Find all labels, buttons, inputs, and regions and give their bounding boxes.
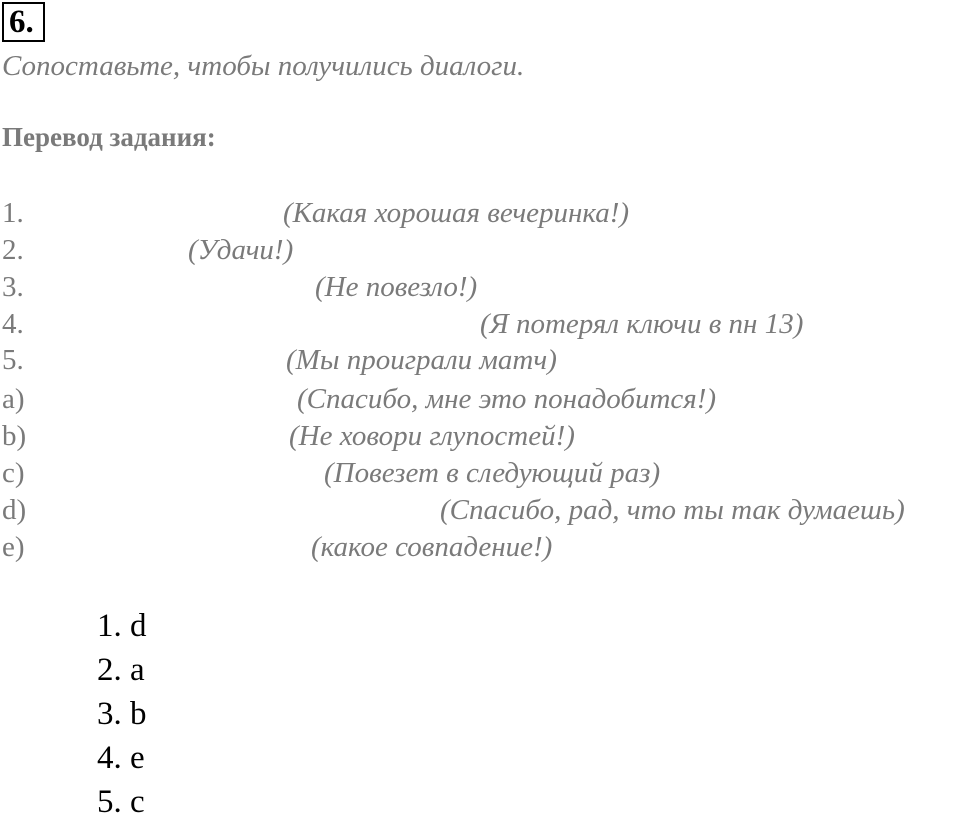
phrase-marker: d) <box>2 494 27 526</box>
phrase-marker: b) <box>2 420 27 452</box>
phrase-marker: 2. <box>2 234 24 266</box>
phrase-marker: 3. <box>2 271 24 303</box>
answer-item: 5. c <box>97 784 145 820</box>
phrase-text: (Мы проиграли матч) <box>286 344 557 376</box>
phrase-marker: 5. <box>2 344 24 376</box>
translation-heading: Перевод задания: <box>2 122 216 152</box>
phrase-text: (Спасибо, рад, что ты так думаешь) <box>440 494 905 526</box>
answer-item: 4. e <box>97 740 145 776</box>
phrase-text: (Я потерял ключи в пн 13) <box>480 308 804 340</box>
phrase-marker: a) <box>2 383 25 415</box>
phrase-marker: c) <box>2 457 25 489</box>
phrase-text: (Повезет в следующий раз) <box>324 457 661 489</box>
phrase-text: (Удачи!) <box>188 234 294 266</box>
phrase-marker: 1. <box>2 197 24 229</box>
phrase-marker: e) <box>2 531 25 563</box>
task-number: 6. <box>2 2 45 42</box>
task-instruction: Сопоставьте, чтобы получились диалоги. <box>2 50 525 82</box>
answer-item: 2. a <box>97 652 145 688</box>
phrase-marker: 4. <box>2 308 24 340</box>
answer-item: 1. d <box>97 608 147 644</box>
phrase-text: (какое совпадение!) <box>311 531 553 563</box>
phrase-text: (Не ховори глупостей!) <box>289 420 575 452</box>
phrase-text: (Какая хорошая вечеринка!) <box>283 197 630 229</box>
phrase-text: (Не повезло!) <box>315 271 478 303</box>
phrase-text: (Спасибо, мне это понадобится!) <box>297 383 717 415</box>
answer-item: 3. b <box>97 696 147 732</box>
